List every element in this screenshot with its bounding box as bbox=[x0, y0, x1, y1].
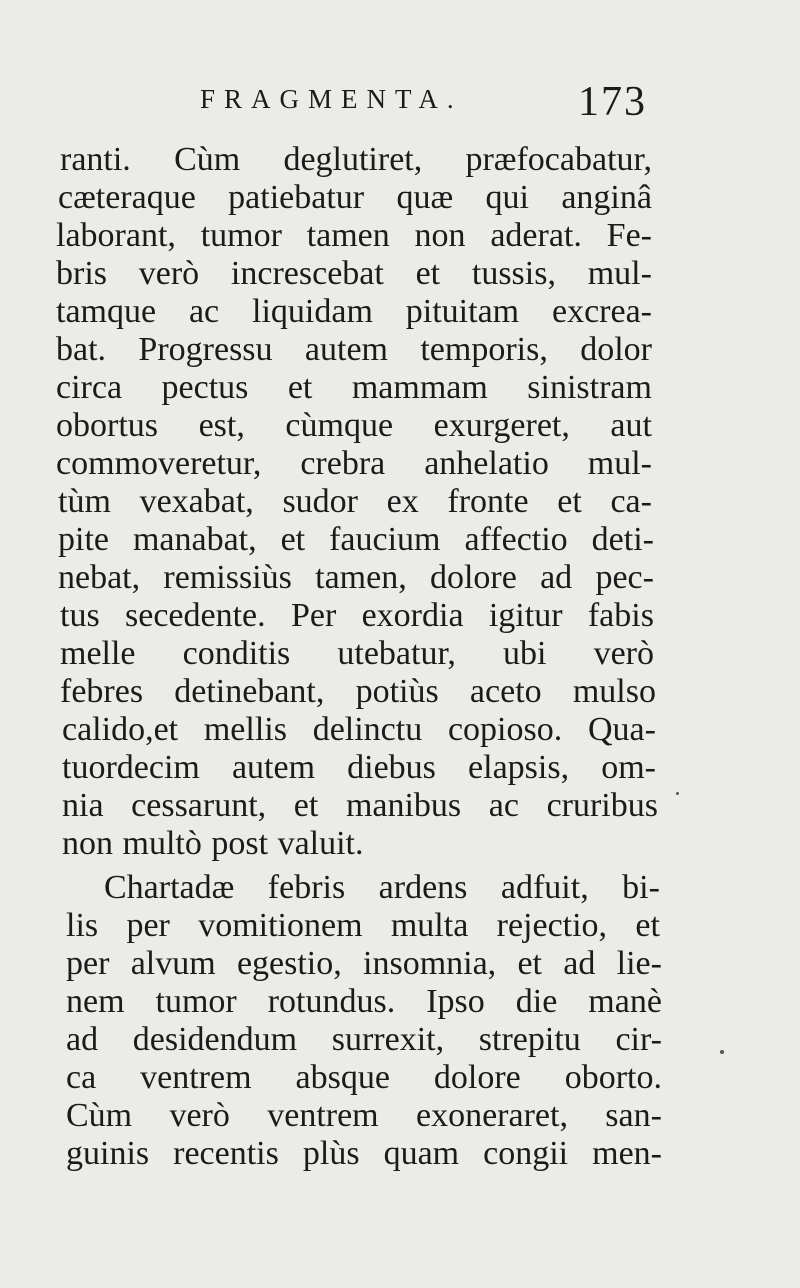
word: mammam bbox=[351, 369, 488, 406]
word: cæteraque bbox=[58, 179, 196, 216]
word: quæ bbox=[396, 179, 454, 216]
word: non bbox=[62, 825, 113, 862]
word: bat. bbox=[56, 331, 107, 368]
word: secedente. bbox=[125, 597, 266, 634]
text-line bbox=[62, 786, 658, 826]
text-line bbox=[58, 482, 652, 522]
word: faucium bbox=[329, 521, 441, 558]
word: pec- bbox=[595, 559, 654, 596]
word: cir- bbox=[615, 1021, 662, 1058]
word: febres bbox=[60, 673, 144, 710]
word: die bbox=[515, 983, 558, 1020]
text-line bbox=[62, 748, 656, 788]
word: congii bbox=[483, 1135, 569, 1172]
word: tamque bbox=[56, 293, 157, 330]
word: Cùm bbox=[66, 1097, 133, 1134]
word: increscebat bbox=[230, 255, 384, 292]
word: affectio bbox=[464, 521, 568, 558]
text-line bbox=[58, 520, 654, 560]
word: mul- bbox=[587, 255, 652, 292]
word: oborto. bbox=[564, 1059, 662, 1096]
word: non bbox=[414, 217, 466, 254]
word: om- bbox=[601, 749, 656, 786]
page-number: 173 bbox=[578, 79, 647, 125]
text-line bbox=[60, 634, 654, 674]
word: deglutiret, bbox=[283, 141, 423, 178]
word: elapsis, bbox=[468, 749, 570, 786]
word: ex bbox=[386, 483, 419, 520]
word: tussis, bbox=[471, 255, 556, 292]
word: absque bbox=[295, 1059, 390, 1096]
text-line bbox=[66, 982, 662, 1022]
running-title: FRAGMENTA. bbox=[200, 84, 463, 114]
word: et bbox=[415, 255, 441, 292]
word: ac bbox=[488, 787, 519, 824]
text-line bbox=[66, 1096, 662, 1136]
word: anginâ bbox=[561, 179, 652, 216]
word: desidendum bbox=[132, 1021, 298, 1058]
word: calido,et bbox=[62, 711, 179, 748]
word: bi- bbox=[622, 869, 660, 906]
word: aceto bbox=[469, 673, 542, 710]
word: liquidam bbox=[252, 293, 373, 330]
word: pite bbox=[58, 521, 109, 558]
word: temporis, bbox=[420, 331, 548, 368]
word: verò bbox=[138, 255, 200, 292]
word: plùs bbox=[302, 1135, 360, 1172]
word: lie- bbox=[616, 945, 662, 982]
word: recentis bbox=[173, 1135, 279, 1172]
word: exordia bbox=[361, 597, 464, 634]
word: adfuit, bbox=[500, 869, 589, 906]
word: Progressu bbox=[138, 331, 273, 368]
word: manè bbox=[588, 983, 662, 1020]
word: ad bbox=[66, 1021, 99, 1058]
text-line bbox=[60, 672, 656, 712]
text-line bbox=[66, 1058, 662, 1098]
word: igitur bbox=[488, 597, 563, 634]
word: tumor bbox=[155, 983, 237, 1020]
word: Per bbox=[290, 597, 337, 634]
word: circa bbox=[56, 369, 123, 406]
word: verò bbox=[593, 635, 654, 672]
word: ardens bbox=[378, 869, 468, 906]
word: mellis bbox=[203, 711, 287, 748]
word: verò bbox=[169, 1097, 230, 1134]
word: cessarunt, bbox=[131, 787, 267, 824]
word: tuordecim bbox=[62, 749, 200, 786]
word: potiùs bbox=[355, 673, 439, 710]
text-line bbox=[56, 216, 652, 256]
word: Fe- bbox=[606, 217, 652, 254]
word: dolore bbox=[433, 1059, 521, 1096]
text-line bbox=[56, 368, 652, 408]
word: patiebatur bbox=[228, 179, 365, 216]
word: Cùm bbox=[174, 141, 241, 178]
word: sudor bbox=[282, 483, 358, 520]
word: commoveretur, bbox=[56, 445, 262, 482]
word: cruribus bbox=[546, 787, 658, 824]
word: ranti. bbox=[60, 141, 131, 178]
word: excrea- bbox=[551, 293, 652, 330]
word: autem bbox=[231, 749, 316, 786]
word: et bbox=[293, 787, 319, 824]
word: et bbox=[557, 483, 582, 520]
word: est, bbox=[198, 407, 245, 444]
word: obortus bbox=[56, 407, 158, 444]
word: manibus bbox=[345, 787, 462, 824]
word: per bbox=[126, 907, 170, 944]
word: detinebant, bbox=[174, 673, 325, 710]
word: delinctu bbox=[312, 711, 423, 748]
text-line bbox=[56, 254, 652, 294]
word: tumor bbox=[200, 217, 282, 254]
word: ca- bbox=[610, 483, 652, 520]
word: vexabat, bbox=[139, 483, 254, 520]
text-line bbox=[60, 596, 654, 636]
word: dolore bbox=[429, 559, 517, 596]
text-line bbox=[56, 444, 652, 484]
word: ca bbox=[66, 1059, 97, 1096]
word: ventrem bbox=[140, 1059, 252, 1096]
text-line bbox=[66, 1020, 662, 1060]
word: exurgeret, bbox=[433, 407, 570, 444]
word: pectus bbox=[161, 369, 249, 406]
word: tamen, bbox=[315, 559, 407, 596]
word: multò bbox=[122, 825, 202, 862]
word: alvum bbox=[130, 945, 216, 982]
word: et bbox=[287, 369, 313, 406]
word: aut bbox=[610, 407, 652, 444]
word: exoneraret, bbox=[415, 1097, 568, 1134]
text-line bbox=[56, 292, 652, 332]
word: bris bbox=[56, 255, 107, 292]
word: nebat, bbox=[58, 559, 141, 596]
text-line bbox=[62, 824, 662, 864]
word: et bbox=[280, 521, 306, 558]
paper-speck bbox=[720, 1050, 724, 1054]
word: ventrem bbox=[267, 1097, 379, 1134]
word: manabat, bbox=[132, 521, 257, 558]
word: et bbox=[635, 907, 660, 944]
word: copioso. bbox=[447, 711, 563, 748]
word: san- bbox=[605, 1097, 662, 1134]
word: ad bbox=[540, 559, 573, 596]
word: crebra bbox=[300, 445, 386, 482]
word: guinis bbox=[66, 1135, 150, 1172]
word: melle bbox=[60, 635, 136, 672]
word: fronte bbox=[447, 483, 529, 520]
word: et bbox=[517, 945, 542, 982]
word: autem bbox=[304, 331, 388, 368]
text-line bbox=[62, 710, 656, 750]
word: diebus bbox=[347, 749, 436, 786]
word: aderat. bbox=[490, 217, 582, 254]
word: Qua- bbox=[587, 711, 656, 748]
word: valuit. bbox=[277, 825, 364, 862]
word: deti- bbox=[591, 521, 654, 558]
word: post bbox=[211, 825, 269, 862]
word: pituitam bbox=[405, 293, 520, 330]
word: ubi bbox=[503, 635, 547, 672]
word: tùm bbox=[58, 483, 111, 520]
word: rotundus. bbox=[267, 983, 396, 1020]
text-line bbox=[66, 1134, 662, 1174]
word: lis bbox=[66, 907, 99, 944]
word: nem bbox=[66, 983, 125, 1020]
word: dolor bbox=[580, 331, 652, 368]
word: febris bbox=[267, 869, 346, 906]
text-line bbox=[104, 868, 660, 908]
word: anhelatio bbox=[424, 445, 549, 482]
word: strepitu bbox=[478, 1021, 581, 1058]
page-header bbox=[0, 79, 800, 134]
word: men- bbox=[592, 1135, 662, 1172]
word: mulso bbox=[572, 673, 656, 710]
text-line bbox=[56, 330, 652, 370]
word: cùmque bbox=[285, 407, 394, 444]
word: remissiùs bbox=[163, 559, 292, 596]
word: surrexit, bbox=[331, 1021, 445, 1058]
text-line bbox=[66, 944, 662, 984]
word: præfocabatur, bbox=[465, 141, 652, 178]
word: insomnia, bbox=[363, 945, 497, 982]
word: sinistram bbox=[527, 369, 652, 406]
word: qui bbox=[485, 179, 529, 216]
word: utebatur, bbox=[337, 635, 456, 672]
word: tus bbox=[60, 597, 100, 634]
text-line bbox=[58, 558, 654, 598]
word: ac bbox=[188, 293, 220, 330]
word: quam bbox=[383, 1135, 460, 1172]
text-line bbox=[58, 178, 652, 218]
word: ad bbox=[563, 945, 596, 982]
word: nia bbox=[62, 787, 104, 824]
text-line bbox=[66, 906, 660, 946]
word: mul- bbox=[587, 445, 652, 482]
word: egestio, bbox=[236, 945, 342, 982]
word: laborant, bbox=[56, 217, 176, 254]
text-line bbox=[60, 140, 652, 180]
word: Chartadæ bbox=[104, 869, 235, 906]
word: multa bbox=[390, 907, 469, 944]
word: tamen bbox=[306, 217, 390, 254]
word: rejectio, bbox=[496, 907, 608, 944]
word: vomitionem bbox=[198, 907, 363, 944]
word: conditis bbox=[182, 635, 291, 672]
paper-speck bbox=[676, 792, 679, 795]
text-line bbox=[56, 406, 652, 446]
word: fabis bbox=[587, 597, 654, 634]
word: Ipso bbox=[426, 983, 485, 1020]
word: per bbox=[66, 945, 110, 982]
